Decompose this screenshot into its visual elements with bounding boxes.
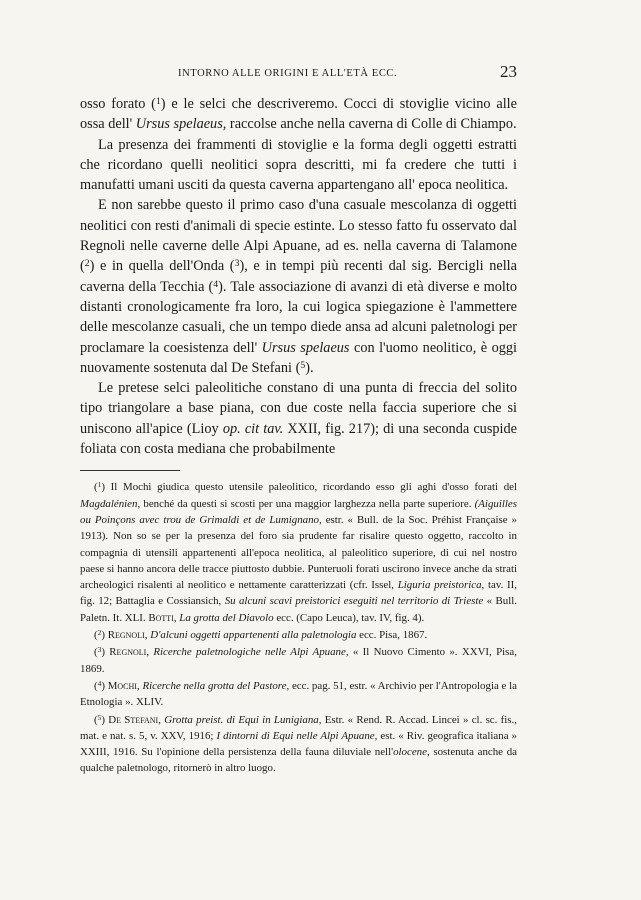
paragraph [80, 195, 517, 378]
text-run: ) [101, 679, 108, 692]
text-run: raccolse anche nella caverna di Colle di Chiampo. [226, 116, 517, 133]
italic-text: I dintorni di Equi nelle Alpi Apuane, [216, 729, 378, 742]
text-run: benché da questi si scosti per una maggior larghezza nella parte superiore. [140, 497, 475, 510]
footnote [80, 712, 517, 777]
text-run: con l'uomo neolitico, è oggi nuovamente sostenuta dal De Stefani ( [80, 339, 517, 376]
text-run: « Bull. Paletn. It. XLI. [80, 595, 517, 624]
text-run: ( [94, 481, 98, 494]
footnote-marker: 3 [234, 258, 240, 270]
italic-text: Su alcuni scavi preistorici eseguiti nel territorio di Trieste [224, 595, 484, 608]
footnote [80, 644, 517, 677]
footnote [80, 678, 517, 711]
italic-text: Ursus spelaeus [261, 339, 350, 356]
text-run: tav. II, fig. 12; Battaglia e Cossiansich, [80, 579, 517, 608]
footnote-marker: 5 [97, 712, 102, 722]
text-run: osso forato ( [80, 96, 156, 112]
text-run: ) e in quella dell'Onda ( [89, 258, 235, 275]
author-name: Mochi, [107, 679, 140, 692]
text-run: ( [94, 713, 98, 726]
text-run: ecc. Pisa, 1867. [356, 629, 428, 642]
footnote-marker: 4 [213, 278, 219, 290]
italic-text: Ursus spelaeus, [135, 116, 227, 133]
author-name: De Stefani, [108, 713, 161, 726]
footnote-marker: 2 [97, 627, 102, 637]
text-run: « Il Nuovo Cimento ». XXVI, Pisa, 1869. [80, 646, 517, 675]
italic-text: Ricerche paletnologiche nelle Alpi Apuane, [153, 646, 349, 659]
text-run: ecc. (Capo Leuca), tav. IV, fig. 4). [273, 611, 425, 624]
body-text [80, 94, 517, 459]
footnote [80, 627, 517, 643]
text-run: ). [305, 359, 314, 376]
footnote-separator [80, 470, 180, 471]
text-run: ) [101, 629, 108, 642]
book-page [80, 62, 517, 777]
italic-text: D'alcuni oggetti appartenenti alla paletnologia [150, 629, 357, 642]
footnotes [80, 479, 517, 776]
footnote-marker: 1 [97, 480, 102, 490]
italic-text: La grotta del Diavolo [179, 611, 274, 624]
footnote-marker: 2 [84, 258, 90, 270]
running-title: INTORNO ALLE ORIGINI E ALL'ETÀ ECC. [178, 68, 398, 79]
italic-text: Magdalénien, [80, 497, 141, 510]
paragraph [80, 378, 517, 459]
text-run: estr. « Bull. de la Soc. Préhist Française » 1913). Non so se per la presenza del foro sia prudente far risalire questo oggetto, raccolto in compagnia di utensili appartenenti all'epoca neolitica, al paleolitico superiore, di cui nel nostro paese si hanno ancora delle tracce piuttosto dubbie. Punteruoli forati uscirono invece anche da strati archeologici risalenti al neolitico e nettamente caratterizzati (cfr. Issel, [80, 513, 517, 592]
text-run: ) [101, 646, 110, 659]
text-run: Estr. « Rend. R. Accad. Lincei » cl. sc. fis., mat. e nat. s. 5, v. XXV, 1916; [80, 713, 517, 742]
footnote-marker: 5 [300, 359, 306, 371]
italic-text: (Aiguilles ou Poinçons avec trou de Grimaldi et de Lumignano, [80, 497, 517, 526]
text-run: ( [94, 679, 98, 692]
italic-text: Liguria preistorica, [397, 579, 485, 592]
text-run: ). Tale associazione di avanzi di età diverse e molto distanti cronologicamente fra loro, la cui logica spiegazione è l'ammettere delle mescolanze casuali, che un tempo diede ansa ad alcuni paletnologi per proclamare la coesistenza dell' [80, 278, 518, 356]
text-run: ecc. pag. 51, estr. « Archivio per l'Antropologia e la Etnologia ». XLIV. [80, 679, 517, 709]
page-number: 23 [500, 62, 517, 81]
paragraph [80, 135, 517, 196]
italic-text: Ricerche nella grotta del Pastore, [142, 679, 290, 692]
text-run: sostenuta anche da qualche paletnologo, ritornerò in altro luogo. [80, 746, 517, 775]
text-run: est. « Riv. geografica italiana » XXIII, 1916. Su l'opinione della persistenza della fauna diluviale nell' [80, 729, 518, 759]
text-run: XXII, fig. 217); di una seconda cuspide foliata con costa mediana che probabilmente [80, 420, 517, 458]
author-name: Regnoli, [107, 629, 148, 642]
text-run: ) Il Mochi giudica questo utensile paleolitico, ricordando esso gli aghi d'osso forati del [101, 481, 517, 494]
footnote-marker: 1 [155, 95, 161, 107]
italic-text: op. cit tav. [222, 420, 284, 437]
text-run: ( [94, 629, 98, 642]
paragraph [80, 94, 517, 135]
text-run: ), e in tempi più recenti dal sig. Bercigli nella caverna della Tecchia ( [80, 258, 517, 295]
text-run: La presenza dei frammenti di stoviglie e la forma degli oggetti estratti che ricordano quelli neolitici sopra descritti, mi fa credere che tutti i manufatti umani usciti da questa caverna appartengano all' epoca neolitica. [80, 136, 517, 194]
italic-text: olocene, [393, 746, 430, 759]
footnote [80, 479, 517, 626]
author-name: Regnoli, [109, 646, 150, 659]
text-run: Le pretese selci paleolitiche constano di una punta di freccia del solito tipo triangolare a base piana, con due coste nella faccia superiore che si uniscono all'apice (Lioy [80, 380, 517, 437]
page-header [80, 62, 517, 86]
author-name: Botti, [148, 611, 177, 624]
italic-text: Grotta preist. di Equi in Lunigiana, [164, 713, 322, 726]
text-run: ( [94, 646, 98, 659]
text-run: ) e le selci che descriveremo. Cocci di stoviglie vicino alle ossa dell' [80, 96, 517, 133]
footnote-marker: 3 [97, 645, 102, 655]
footnote-marker: 4 [97, 678, 102, 688]
text-run: E non sarebbe questo il primo caso d'una casuale mescolanza di oggetti neolitici con resti d'animali di specie estinte. Lo stesso fatto fu osservato dal Regnoli nelle caverne delle Alpi Apuane, ad es. nella caverna di Talamone ( [80, 197, 517, 275]
text-run: ) [101, 713, 109, 726]
